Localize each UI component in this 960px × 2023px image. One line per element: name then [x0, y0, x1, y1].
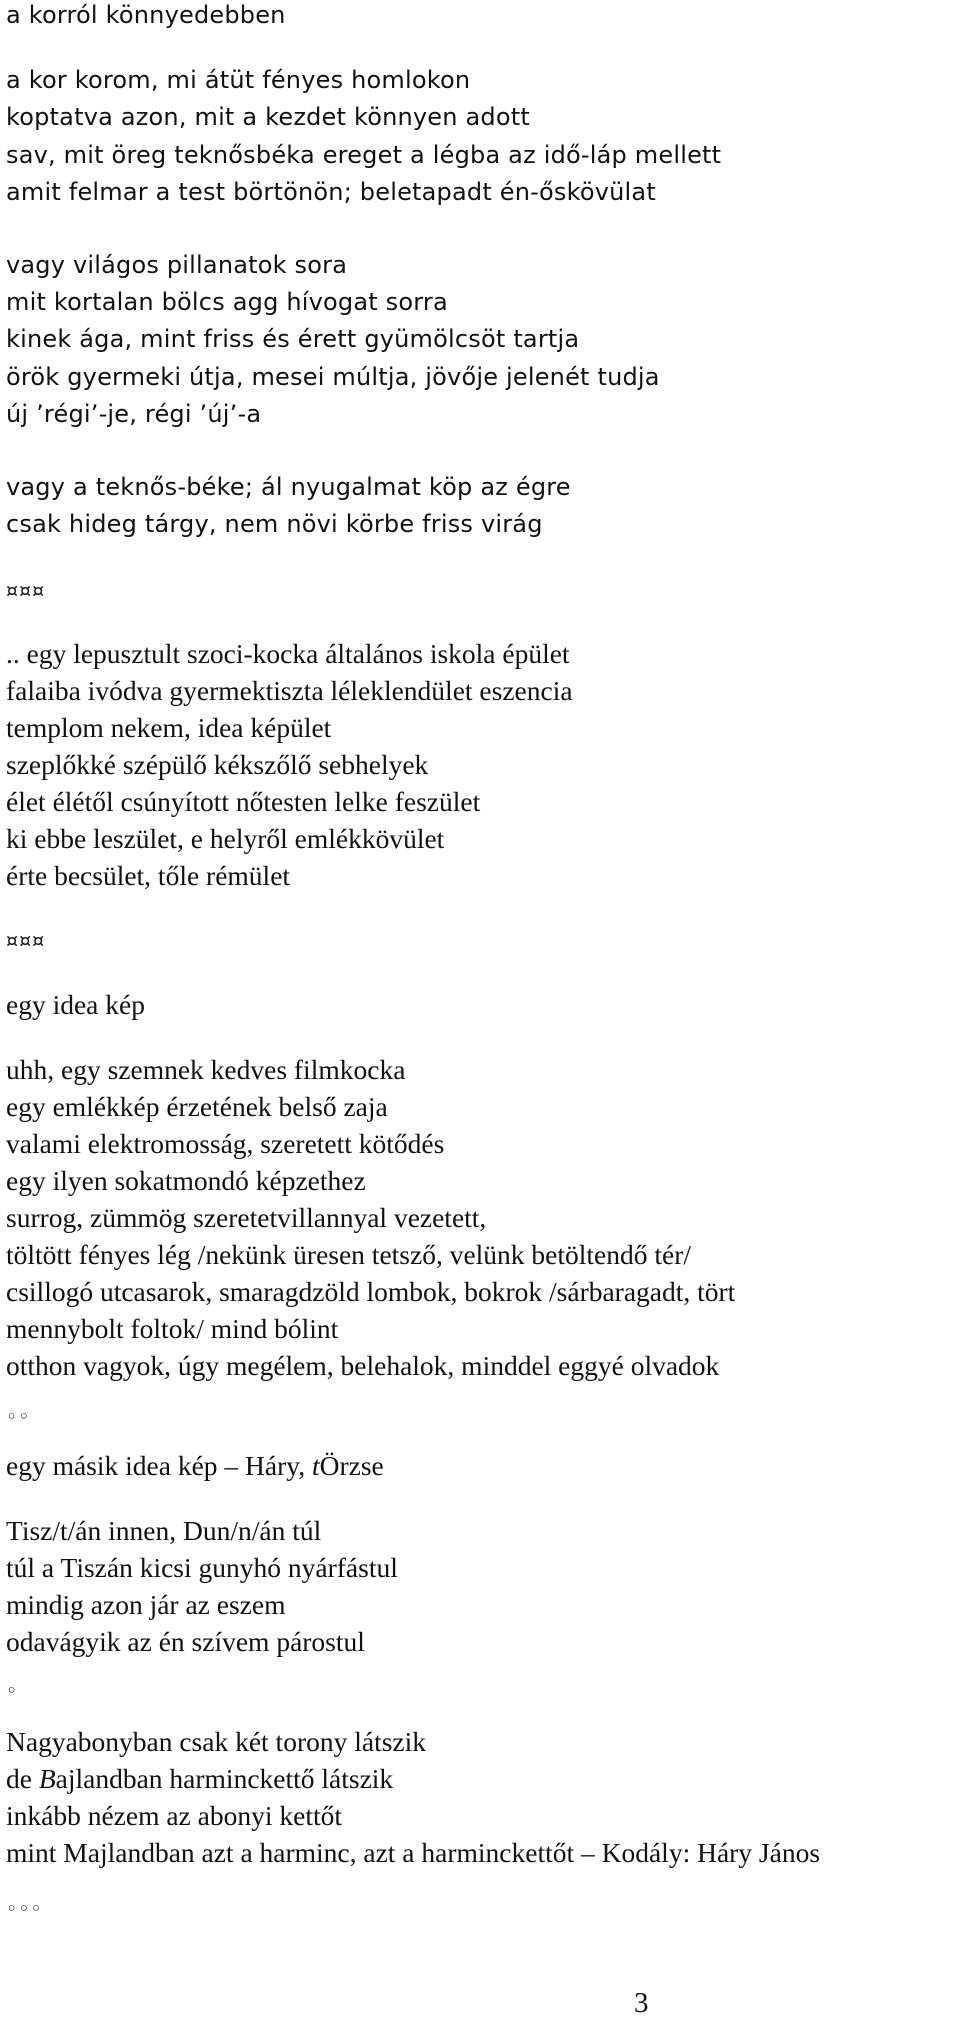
section-separator: ¤¤¤ [6, 930, 46, 952]
poem-line: csillogó utcasarok, smaragdzöld lombok, bokrok /sárbaragadt, tört [6, 1276, 736, 1307]
poem-line: sav, mit öreg teknősbéka ereget a légba az idő-láp mellett [6, 141, 722, 169]
poem-line: falaiba ivódva gyermektiszta léleklendület eszencia [6, 675, 573, 706]
poem-line: de Bajlandban harminckettő látszik [6, 1763, 394, 1794]
poem-line: vagy a teknős-béke; ál nyugalmat köp az égre [6, 473, 571, 501]
poem-line: érte becsület, tőle rémület [6, 860, 291, 891]
section-separator: ◦◦◦ [6, 1898, 43, 1920]
poem-line: vagy világos pillanatok sora [6, 251, 348, 279]
poem-line: templom nekem, idea képület [6, 712, 332, 743]
poem-line: szeplőkké szépülő kékszőlő sebhelyek [6, 749, 429, 780]
poem-line: odavágyik az én szívem párostul [6, 1626, 365, 1657]
section-heading: egy másik idea kép – Háry, tÖrzse [6, 1450, 384, 1481]
poem-line: csak hideg tárgy, nem növi körbe friss virág [6, 510, 543, 538]
poem-line: túl a Tiszán kicsi gunyhó nyárfástul [6, 1552, 398, 1583]
poem-line: surrog, zümmög szeretetvillannyal vezetett, [6, 1202, 487, 1233]
poem-line: amit felmar a test börtönön; beletapadt én-őskövülat [6, 178, 656, 206]
poem-line: ki ebbe leszület, e helyről emlékkövület [6, 823, 445, 854]
poem-line: egy emlékkép érzetének belső zaja [6, 1091, 388, 1122]
poem-line: otthon vagyok, úgy megélem, belehalok, minddel eggyé olvadok [6, 1350, 720, 1381]
poem-title: a korról könnyedebben [6, 1, 286, 29]
poem-line: Tisz/t/án innen, Dun/n/án túl [6, 1515, 322, 1546]
section-separator: ¤¤¤ [6, 580, 46, 602]
poem-line: egy ilyen sokatmondó képzethez [6, 1165, 366, 1196]
poem-line: új ’régi’-je, régi ’új’-a [6, 400, 262, 428]
poem-line: a kor korom, mi átüt fényes homlokon [6, 66, 471, 94]
poem-line: Nagyabonyban csak két torony látszik [6, 1726, 427, 1757]
section-separator: ◦ [6, 1680, 19, 1702]
poem-line: uhh, egy szemnek kedves filmkocka [6, 1054, 406, 1085]
poem-line: mit kortalan bölcs agg hívogat sorra [6, 288, 448, 316]
poem-line: mennybolt foltok/ mind bólint [6, 1313, 339, 1344]
poem-line: mint Majlandban azt a harminc, azt a harminckettőt – Kodály: Háry János [6, 1837, 821, 1868]
poem-line: örök gyermeki útja, mesei múltja, jövője jelenét tudja [6, 363, 660, 391]
poem-line: kinek ága, mint friss és érett gyümölcsöt tartja [6, 325, 580, 353]
poem-line: mindig azon jár az eszem [6, 1589, 286, 1620]
poem-line: valami elektromosság, szeretett kötődés [6, 1128, 445, 1159]
poem-line: élet élétől csúnyított nőtesten lelke feszület [6, 786, 481, 817]
poem-line: koptatva azon, mit a kezdet könnyen adott [6, 103, 530, 131]
page-number: 3 [634, 1987, 649, 2019]
poem-line: inkább nézem az abonyi kettőt [6, 1800, 342, 1831]
poem-line: .. egy lepusztult szoci-kocka általános iskola épület [6, 638, 570, 669]
section-heading: egy idea kép [6, 989, 145, 1020]
poem-line: töltött fényes lég /nekünk üresen tetsző, velünk betöltendő tér/ [6, 1239, 692, 1270]
section-separator: ◦◦ [6, 1406, 31, 1428]
